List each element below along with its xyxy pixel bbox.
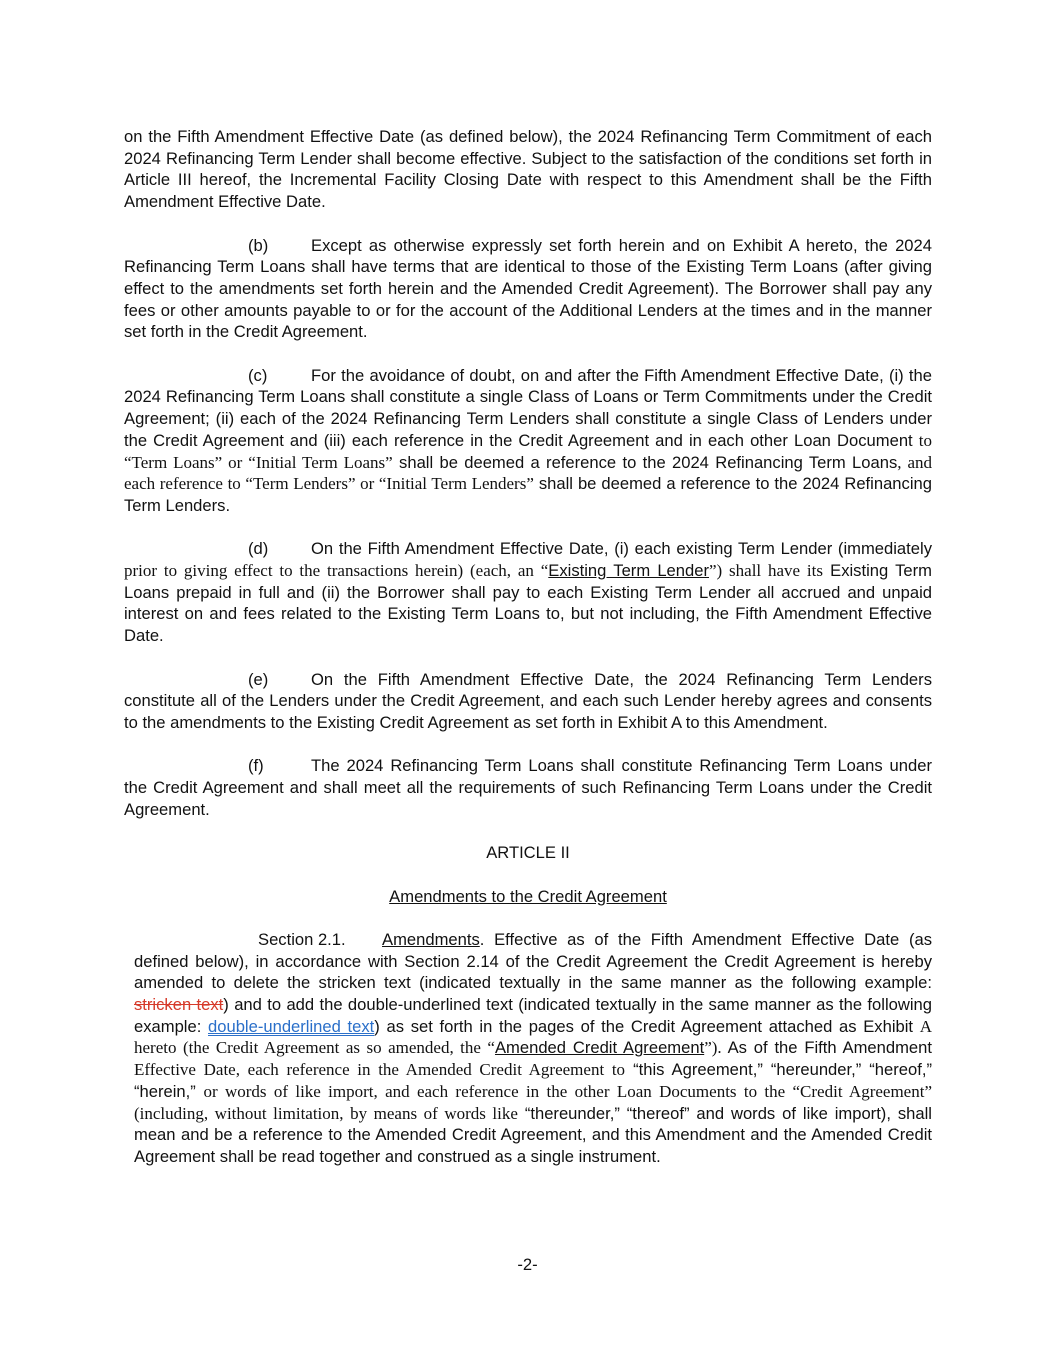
paragraph-c-text-2: shall be deemed a reference to the 2024 Refinancing Term Loans <box>392 452 898 472</box>
paragraph-c-text-3: shall be deemed a reference to the 2024 Refinancing Term Lenders. <box>124 474 932 515</box>
paragraph-d-text-2: Existing Term Loans prepaid in full and (ii) the Borrower shall pay to each Existing Term Lender all accrued and unpaid interest on and fees related to the Existing Term Loans to, but not including, the Fifth Amendment Effective Date. <box>124 561 932 646</box>
section-text-1: . Effective as of the Fifth Amendment Effective Date (as defined below), in accordance with Section 2.14 of the Credit Agreement the Credit Agreement is hereby amended to delete the stricken text (indicated textually in the same manner as the following example: <box>134 929 932 993</box>
defined-term-existing-term-lender: Existing Term Lender <box>548 561 709 581</box>
paragraph-e <box>124 669 932 734</box>
paragraph-intro-text: on the Fifth Amendment Effective Date (as defined below), the 2024 Refinancing Term Commitment of each 2024 Refinancing Term Lender shall become effective. Subject to the satisfaction of the conditions set forth in Article III hereof, the Incremental Facility Closing Date with respect to this Amendment shall be the Fifth Amendment Effective Date. <box>124 127 932 212</box>
stricken-text-example: stricken text <box>134 995 224 1014</box>
paragraph-d <box>124 538 932 647</box>
paragraph-c-serif-1: to “Term Loans” or “Initial Term Loans” <box>124 430 932 472</box>
paragraph-c-text-1: For the avoidance of doubt, on and after the Fifth Amendment Effective Date, (i) the 2024 Refinancing Term Loans shall constitute a single Class of Loans or Term Commitments under the Credit Agreement; (ii) each of the 2024 Refinancing Term Lenders shall constitute a single Class of Lenders under the Credit Agreement and (iii) each reference in the Credit Agreement and in each other Loan Document <box>124 365 932 450</box>
defined-term-amended-credit-agreement: Amended Credit Agreement <box>494 1038 705 1058</box>
paragraph-b <box>124 235 932 344</box>
paragraph-f-text: The 2024 Refinancing Term Loans shall constitute Refinancing Term Loans under the Credit Agreement and shall meet all the requirements of such Refinancing Term Loans under the Credit Agreement. <box>124 756 932 819</box>
page-number: -2- <box>517 1255 538 1274</box>
section-serif-3: Effective Date, each reference in the Amended Credit Agreement to <box>134 1060 626 1080</box>
section-text-3: ) as set forth in the pages of the Credit Agreement attached as Exhibit <box>374 1016 920 1036</box>
paragraph-c-serif-2: , and each reference to “Term Lenders” or “Initial Term Lenders” <box>124 452 933 494</box>
paragraph-e-text: On the Fifth Amendment Effective Date, the 2024 Refinancing Term Lenders constitute all of the Lenders under the Credit Agreement, and each such Lender hereby agrees and consents to the amendments to the Existing Credit Agreement as set forth in Exhibit A to this Amendment. <box>124 669 932 732</box>
paragraph-f <box>124 755 932 820</box>
paragraph-c-label: (c) <box>248 365 268 385</box>
paragraph-c <box>124 365 932 517</box>
article-subheading-text: Amendments to the Credit Agreement <box>389 886 667 906</box>
paragraph-e-label: (e) <box>248 669 269 689</box>
section-serif-1: A hereto (the Credit Agreement as so amended, the “ <box>134 1016 932 1058</box>
section-2-1 <box>134 929 932 1168</box>
section-serif-2: ”). <box>704 1038 722 1058</box>
section-text-4: As of the Fifth Amendment <box>721 1038 932 1058</box>
paragraph-d-label: (d) <box>248 539 269 559</box>
section-number: Section 2.1. <box>258 929 346 949</box>
paragraph-d-serif-2: ”) shall have its <box>709 561 823 581</box>
section-text-6: “thereunder,” “thereof” and words of like import), shall mean and be a reference to the Amended Credit Agreement, and this Amendment and the Amended Credit Agreement shall be read together and construed as a single instrument. <box>134 1103 932 1166</box>
double-underlined-text-example: double-underlined text <box>208 1016 375 1036</box>
document-page <box>124 126 932 1184</box>
article-subheading <box>124 886 932 908</box>
paragraph-f-label: (f) <box>248 756 264 776</box>
paragraph-d-serif-1: prior to giving effect to the transactions herein) (each, an “ <box>124 561 549 581</box>
paragraph-d-text-1: On the Fifth Amendment Effective Date, (i) each existing Term Lender (immediately <box>311 539 932 559</box>
section-title: Amendments <box>382 929 480 949</box>
section-text-5: “this Agreement,” “hereunder,” “hereof,” “herein,” <box>134 1060 932 1101</box>
paragraph-b-text: Except as otherwise expressly set forth herein and on Exhibit A hereto, the 2024 Refinancing Term Loans shall have terms that are identical to those of the Existing Term Loans (after giving effect to the amendments set forth herein and the Amended Credit Agreement). The Borrower shall pay any fees or other amounts payable to or for the account of the Additional Lenders at the times and in the manner set forth in the Credit Agreement. <box>124 235 932 342</box>
article-heading: ARTICLE II <box>486 843 570 863</box>
paragraph-intro <box>124 126 932 213</box>
section-text-2: ) and to add the double-underlined text (indicated textually in the same manner as the following example: <box>134 995 933 1036</box>
section-serif-4: or words of like import, and each reference in the other Loan Documents to the “Credit Agreement” (including, without limitation, by means of words like <box>134 1081 932 1123</box>
paragraph-b-label: (b) <box>248 235 269 255</box>
